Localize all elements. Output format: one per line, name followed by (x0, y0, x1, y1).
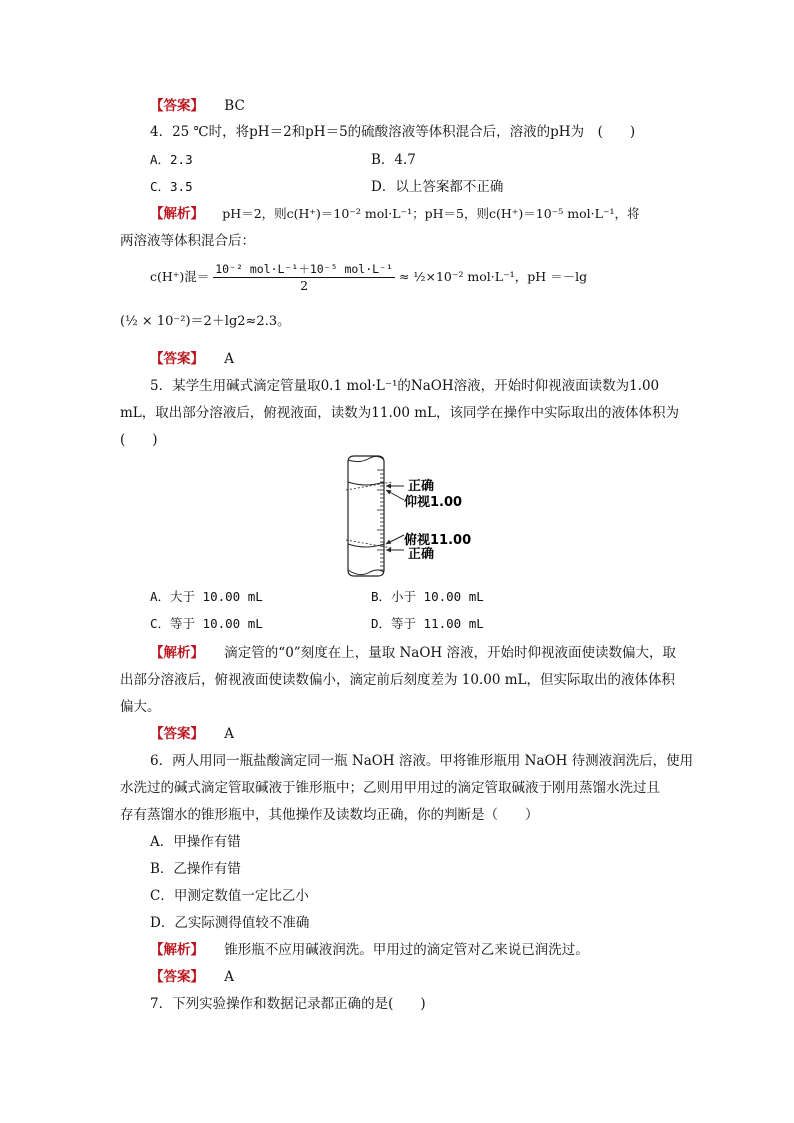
label-look-up: 仰视1.00 (404, 495, 463, 510)
q6-option-a: A．甲操作有错 (150, 834, 241, 850)
q5-analysis-line2: 出部分溶液后，俯视液面使读数偏小，滴定前后刻度差为 10.00 mL，但实际取出的液体体积 (120, 672, 675, 688)
q6-stem-line1: 6．两人用同一瓶盐酸滴定同一瓶 NaOH 溶液。甲将锥形瓶用 NaOH 待测液润洗后，使用 (150, 753, 694, 769)
q4-option-b: B．4.7 (371, 152, 416, 168)
q5-stem-line3: ( ) (120, 432, 158, 448)
q5-option-a: A．大于 10.00 mL (150, 589, 263, 604)
q5-analysis-line1: 滴定管的“0”刻度在上，量取 NaOH 溶液，开始时仰视液面使读数偏大，取 (224, 645, 676, 661)
q4-formula-denominator: 2 (300, 278, 309, 293)
q4-analysis-line2: 两溶液等体积混合后： (120, 233, 255, 249)
label-look-down: 俯视11.00 (404, 533, 472, 548)
q5-answer: A (224, 726, 235, 742)
q4-formula-lhs: c(H⁺)混＝ (150, 269, 210, 284)
burette-tube (348, 456, 384, 576)
q6-stem-line3: 存有蒸馏水的锥形瓶中，其他操作及读数均正确，你的判断是（ ） (120, 807, 539, 823)
q4-formula (150, 260, 587, 294)
q6-answer: A (224, 969, 235, 985)
q6-analysis-row (150, 940, 589, 960)
q5-stem-line1: 5．某学生用碱式滴定管量取0.1 mol·L⁻¹的NaOH溶液，开始时仰视液面读数为1.00 (150, 378, 660, 394)
q6-analysis: 锥形瓶不应用碱液润洗。甲用过的滴定管对乙来说已润洗过。 (224, 942, 589, 958)
q4-formula-rhs: ≈ ½×10⁻² mol·L⁻¹，pH ＝－lg (398, 269, 588, 284)
q6-option-c: C．甲测定数值一定比乙小 (150, 888, 309, 904)
q4-option-a: A．2.3 (150, 152, 193, 167)
q7-stem: 7．下列实验操作和数据记录都正确的是( ) (150, 996, 426, 1012)
q5-option-b: B．小于 10.00 mL (371, 589, 484, 604)
q6-stem-line2: 水洗过的碱式滴定管取碱液于锥形瓶中；乙则用甲用过的滴定管取碱液于刚用蒸馏水洗过且 (120, 780, 660, 796)
q5-analysis-line3: 偏大。 (120, 699, 161, 715)
q3-answer-row (150, 96, 245, 116)
q5-answer-row (150, 724, 234, 744)
answer-tag: 【答案】 (150, 726, 204, 742)
q5-option-c: C．等于 10.00 mL (150, 616, 263, 631)
analysis-tag: 【解析】 (150, 942, 204, 958)
analysis-tag: 【解析】 (150, 206, 204, 222)
q4-formula-line2: (½ × 10⁻²)＝2＋lg2≈2.3。 (120, 314, 291, 329)
q4-analysis-line1: pH＝2，则c(H⁺)＝10⁻² mol·L⁻¹；pH＝5，则c(H⁺)＝10⁻⁵ mol·L⁻¹，将 (222, 206, 640, 221)
q3-answer: BC (224, 98, 245, 114)
q6-option-b: B．乙操作有错 (150, 861, 241, 877)
q4-formula-numerator: 10⁻² mol·L⁻¹＋10⁻⁵ mol·L⁻¹ (215, 262, 393, 276)
answer-tag: 【答案】 (150, 98, 204, 114)
answer-tag: 【答案】 (150, 969, 204, 985)
q4-option-d: D．以上答案都不正确 (371, 179, 504, 195)
q4-option-c: C．3.5 (150, 179, 193, 194)
label-correct-top: 正确 (408, 479, 435, 494)
q6-option-d: D．乙实际测得值较不准确 (150, 915, 310, 931)
arrow-head (386, 548, 391, 553)
q4-answer-row (150, 349, 234, 369)
label-correct-bottom: 正确 (408, 547, 435, 562)
analysis-tag: 【解析】 (150, 645, 204, 661)
q4-stem: 4．25 ℃时，将pH＝2和pH＝5的硫酸溶液等体积混合后，溶液的pH为 ( ) (150, 124, 636, 140)
q5-option-d: D．等于 11.00 mL (371, 616, 484, 631)
q6-answer-row (150, 967, 234, 987)
q4-formula-fraction (213, 261, 395, 294)
burette-figure (340, 452, 490, 580)
q4-analysis-row (150, 204, 640, 224)
q5-analysis-row (150, 643, 676, 663)
q5-stem-line2: mL，取出部分溶液后，俯视液面，读数为11.00 mL，该同学在操作中实际取出的液体体积为 (120, 405, 679, 421)
q4-answer: A (224, 351, 235, 367)
answer-tag: 【答案】 (150, 351, 204, 367)
arrow-head (386, 484, 391, 489)
